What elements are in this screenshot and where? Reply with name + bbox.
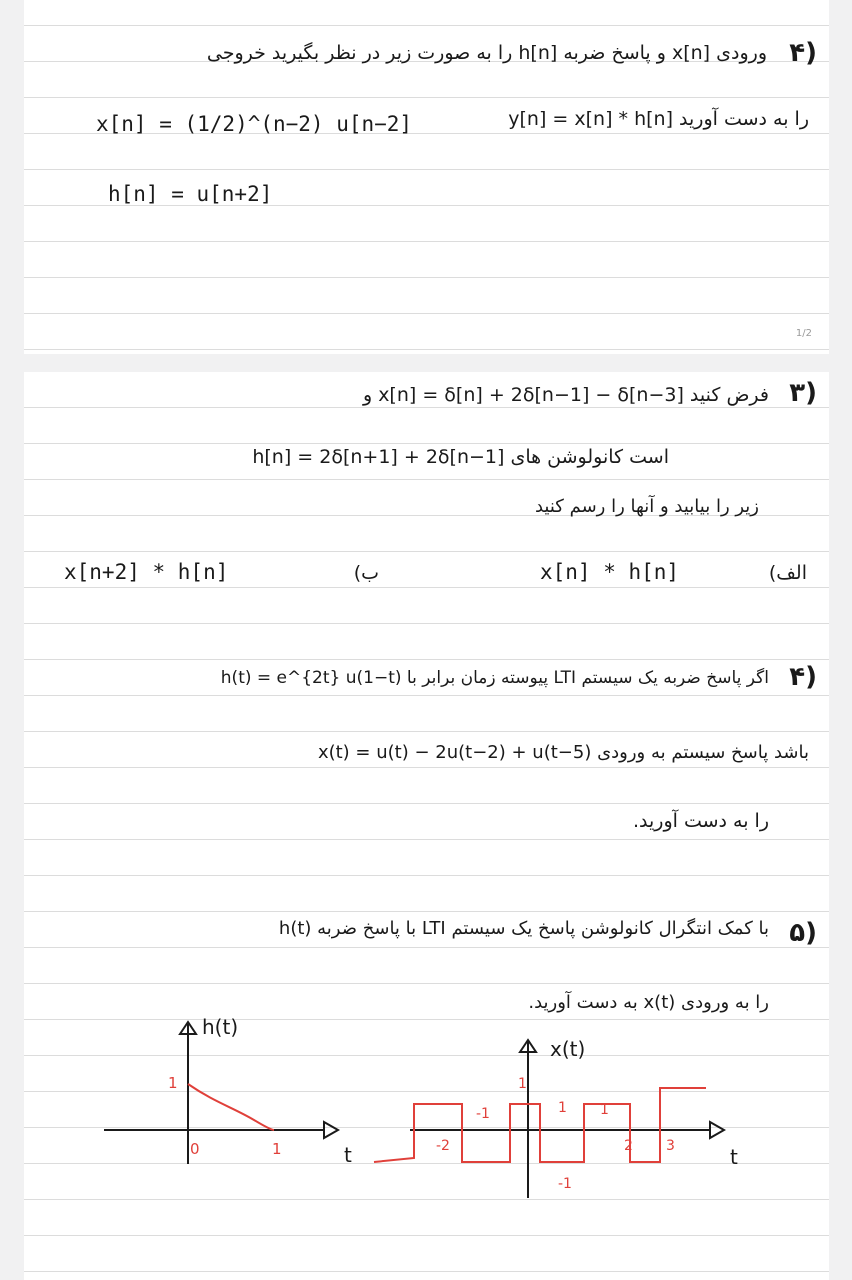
plot-x-of-t bbox=[370, 1028, 790, 1208]
equation-h: h[n] = u[n+2] bbox=[108, 182, 273, 206]
q5-line-2: را به ورودی x(t) به دست آورید. bbox=[528, 992, 769, 1013]
x-plot-y-tick-4: -1 bbox=[558, 1176, 572, 1192]
h-plot-y-tick: 1 bbox=[168, 1074, 178, 1092]
x-plot-y-tick-3: 1 bbox=[600, 1102, 609, 1118]
question-text-line-2: y[n] = x[n] * h[n] را به دست آورید bbox=[508, 108, 809, 130]
h-plot-x-tick-1: 1 bbox=[272, 1140, 282, 1158]
x-plot-ylabel: x(t) bbox=[550, 1037, 586, 1061]
x-plot-x-tick-3: 3 bbox=[666, 1138, 675, 1154]
question-text-line-1: ورودی x[n] و پاسخ ضربه h[n] را به صورت زیر در نظر بگیرید خروجی bbox=[206, 42, 767, 64]
q5-line-1: با کمک انتگرال کانولوشن پاسخ یک سیستم LTI با پاسخ ضربه h(t) bbox=[278, 918, 769, 939]
q4-line-2: باشد پاسخ سیستم به ورودی x(t) = u(t) − 2u(t−2) + u(t−5) bbox=[317, 742, 809, 763]
x-plot-x-tick-2: 2 bbox=[624, 1138, 633, 1154]
x-plot-x-tick-neg2: -2 bbox=[436, 1138, 450, 1154]
q3-number: ۳) bbox=[789, 378, 817, 408]
h-plot-xlabel: t bbox=[344, 1143, 352, 1167]
notebook-page-2 bbox=[24, 372, 829, 1280]
x-plot-y-tick-1: -1 bbox=[476, 1106, 490, 1122]
page-number: 1/2 bbox=[795, 328, 812, 339]
plot-h-of-t bbox=[94, 1004, 414, 1174]
notebook-page-1 bbox=[24, 0, 829, 354]
q3-line-2: h[n] = 2δ[n+1] + 2δ[n−1] است کانولوشن های bbox=[252, 446, 669, 468]
q3-part-b-label: ب) bbox=[353, 562, 379, 584]
q4-line-3: را به دست آورید. bbox=[632, 810, 769, 832]
q4-line-1: اگر پاسخ ضربه یک سیستم LTI پیوسته زمان برابر با h(t) = e^{2t} u(1−t) bbox=[220, 668, 769, 688]
h-plot-x-arrow bbox=[324, 1122, 338, 1138]
q4-number: ۴) bbox=[789, 662, 817, 692]
question-number: ۴) bbox=[789, 38, 817, 68]
q3-part-b: x[n+2] * h[n] bbox=[64, 560, 229, 584]
q3-part-a: x[n] * h[n] bbox=[540, 560, 680, 584]
q3-line-3: زیر را بیابید و آنها را رسم کنید bbox=[534, 496, 759, 517]
h-plot-curve bbox=[188, 1084, 274, 1130]
q5-number: ۵) bbox=[789, 918, 817, 948]
x-plot-signal bbox=[374, 1088, 706, 1162]
q3-line-1: فرض کنید x[n] = δ[n] + 2δ[n−1] − δ[n−3] و bbox=[362, 384, 769, 406]
x-plot-y-tick-0: 1 bbox=[518, 1076, 527, 1092]
h-plot-ylabel: h(t) bbox=[202, 1015, 239, 1039]
equation-x: x[n] = (1/2)^(n−2) u[n−2] bbox=[96, 112, 413, 136]
q3-part-a-label: الف) bbox=[768, 562, 807, 584]
h-plot-x-tick-0: 0 bbox=[190, 1140, 200, 1158]
x-plot-y-tick-2: 1 bbox=[558, 1100, 567, 1116]
x-plot-x-arrow bbox=[710, 1122, 724, 1138]
x-plot-xlabel: t bbox=[730, 1145, 738, 1169]
